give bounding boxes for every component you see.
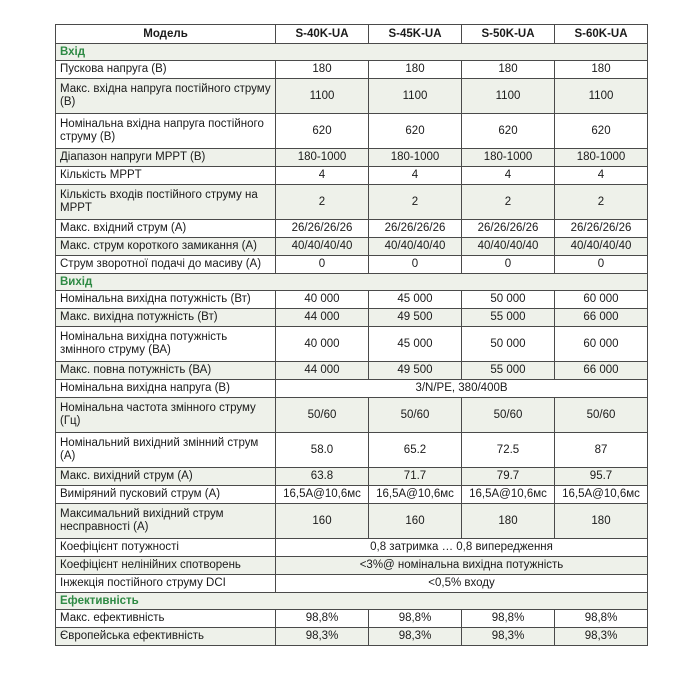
spec-row (56, 433, 648, 468)
spec-value: 40/40/40/40 (276, 238, 369, 256)
section-row (56, 44, 648, 61)
spec-label: Номінальний вихідний змінний струм (А) (56, 433, 276, 468)
spec-value: 160 (276, 504, 369, 539)
model-name: S-60K-UA (555, 25, 648, 44)
spec-label: Макс. струм короткого замикання (А) (56, 238, 276, 256)
spec-value: 66 000 (555, 362, 648, 380)
spec-value: 87 (555, 433, 648, 468)
spec-value: 44 000 (276, 309, 369, 327)
spec-value: 40/40/40/40 (555, 238, 648, 256)
spec-value: 98,3% (555, 628, 648, 646)
spec-value: 72.5 (462, 433, 555, 468)
spec-label: Коефіцієнт потужності (56, 539, 276, 557)
spec-value: 40 000 (276, 327, 369, 362)
spec-row (56, 114, 648, 149)
spec-value: 26/26/26/26 (555, 220, 648, 238)
section-row (56, 274, 648, 291)
spec-value: 1100 (555, 79, 648, 114)
spec-value: 1100 (462, 79, 555, 114)
spec-value: 0 (555, 256, 648, 274)
spec-value: 58.0 (276, 433, 369, 468)
spec-row (56, 291, 648, 309)
spec-value: 95.7 (555, 468, 648, 486)
spec-label: Кількість входів постійного струму на MPPT (56, 185, 276, 220)
spec-value: 16,5A@10,6мс (462, 486, 555, 504)
spec-value: 55 000 (462, 309, 555, 327)
spec-value-merged: <3%@ номінальна вихідна потужність (276, 557, 648, 575)
spec-value: 2 (369, 185, 462, 220)
spec-value: 40 000 (276, 291, 369, 309)
spec-value: 79.7 (462, 468, 555, 486)
spec-value: 45 000 (369, 327, 462, 362)
spec-row (56, 575, 648, 593)
spec-value: 98,8% (462, 610, 555, 628)
spec-row (56, 309, 648, 327)
spec-value: 16,5A@10,6мс (276, 486, 369, 504)
spec-label: Номінальна вихідна напруга (В) (56, 380, 276, 398)
spec-value: 2 (555, 185, 648, 220)
spec-row (56, 79, 648, 114)
spec-value: 180 (369, 61, 462, 79)
spec-row (56, 486, 648, 504)
spec-value: 49 500 (369, 309, 462, 327)
spec-row (56, 185, 648, 220)
spec-value: 620 (276, 114, 369, 149)
spec-row (56, 557, 648, 575)
spec-value: 620 (369, 114, 462, 149)
spec-label: Номінальна вхідна напруга постійного струму (В) (56, 114, 276, 149)
spec-value: 1100 (369, 79, 462, 114)
spec-value: 98,3% (369, 628, 462, 646)
spec-value: 0 (276, 256, 369, 274)
spec-value: 180 (555, 61, 648, 79)
spec-value: 1100 (276, 79, 369, 114)
spec-value: 66 000 (555, 309, 648, 327)
spec-value: 0 (369, 256, 462, 274)
model-name: S-50K-UA (462, 25, 555, 44)
spec-value: 50/60 (369, 398, 462, 433)
spec-value: 180-1000 (276, 149, 369, 167)
spec-value: 26/26/26/26 (276, 220, 369, 238)
spec-value: 26/26/26/26 (462, 220, 555, 238)
spec-label: Діапазон напруги MPPT (В) (56, 149, 276, 167)
spec-label: Макс. вихідний струм (А) (56, 468, 276, 486)
spec-value-merged: 3/N/PE, 380/400В (276, 380, 648, 398)
section-title: Ефективність (56, 593, 648, 610)
spec-table (55, 24, 648, 646)
spec-value: 26/26/26/26 (369, 220, 462, 238)
spec-row (56, 539, 648, 557)
spec-value: 55 000 (462, 362, 555, 380)
spec-row (56, 362, 648, 380)
spec-value: 620 (555, 114, 648, 149)
spec-value: 98,3% (276, 628, 369, 646)
model-name: S-40K-UA (276, 25, 369, 44)
spec-value: 180 (276, 61, 369, 79)
spec-label: Макс. вхідна напруга постійного струму (В) (56, 79, 276, 114)
spec-value: 98,8% (276, 610, 369, 628)
spec-value: 4 (462, 167, 555, 185)
spec-value: 180 (462, 504, 555, 539)
spec-value: 44 000 (276, 362, 369, 380)
spec-value: 50 000 (462, 327, 555, 362)
spec-label: Максимальний вихідний струм несправності (А) (56, 504, 276, 539)
spec-value-merged: <0,5% входу (276, 575, 648, 593)
spec-value: 180-1000 (369, 149, 462, 167)
spec-value: 180-1000 (555, 149, 648, 167)
spec-value: 50/60 (555, 398, 648, 433)
spec-value: 16,5A@10,6мс (369, 486, 462, 504)
spec-value: 98,8% (369, 610, 462, 628)
spec-label: Макс. повна потужність (ВА) (56, 362, 276, 380)
header-row (56, 25, 648, 44)
spec-value: 98,3% (462, 628, 555, 646)
spec-value: 98,8% (555, 610, 648, 628)
spec-value: 2 (462, 185, 555, 220)
spec-value: 50 000 (462, 291, 555, 309)
spec-value: 71.7 (369, 468, 462, 486)
section-title: Вхід (56, 44, 648, 61)
spec-row (56, 238, 648, 256)
spec-row (56, 398, 648, 433)
spec-label: Виміряний пусковий струм (А) (56, 486, 276, 504)
spec-value: 620 (462, 114, 555, 149)
spec-value-merged: 0,8 затримка … 0,8 випередження (276, 539, 648, 557)
spec-label: Номінальна вихідна потужність (Вт) (56, 291, 276, 309)
spec-label: Номінальна частота змінного струму (Гц) (56, 398, 276, 433)
model-name: S-45K-UA (369, 25, 462, 44)
model-header: Модель (56, 25, 276, 44)
spec-label: Пускова напруга (В) (56, 61, 276, 79)
spec-label: Макс. ефективність (56, 610, 276, 628)
spec-value: 50/60 (276, 398, 369, 433)
section-title: Вихід (56, 274, 648, 291)
spec-row (56, 256, 648, 274)
spec-row (56, 149, 648, 167)
spec-row (56, 610, 648, 628)
spec-label: Макс. вхідний струм (А) (56, 220, 276, 238)
spec-value: 4 (369, 167, 462, 185)
spec-label: Європейська ефективність (56, 628, 276, 646)
spec-row (56, 504, 648, 539)
spec-value: 4 (276, 167, 369, 185)
section-row (56, 593, 648, 610)
spec-value: 180-1000 (462, 149, 555, 167)
spec-value: 180 (462, 61, 555, 79)
spec-row (56, 327, 648, 362)
spec-label: Інжекція постійного струму DCI (56, 575, 276, 593)
spec-value: 50/60 (462, 398, 555, 433)
spec-row (56, 61, 648, 79)
spec-value: 4 (555, 167, 648, 185)
spec-label: Кількість MPPT (56, 167, 276, 185)
spec-value: 45 000 (369, 291, 462, 309)
spec-label: Коефіцієнт нелінійних спотворень (56, 557, 276, 575)
spec-body (56, 44, 648, 646)
spec-row (56, 468, 648, 486)
spec-value: 49 500 (369, 362, 462, 380)
spec-value: 60 000 (555, 291, 648, 309)
spec-row (56, 220, 648, 238)
spec-row (56, 628, 648, 646)
spec-value: 40/40/40/40 (369, 238, 462, 256)
spec-value: 16,5A@10,6мс (555, 486, 648, 504)
spec-value: 40/40/40/40 (462, 238, 555, 256)
spec-label: Струм зворотної подачі до масиву (А) (56, 256, 276, 274)
spec-value: 180 (555, 504, 648, 539)
spec-value: 65.2 (369, 433, 462, 468)
spec-label: Номінальна вихідна потужність змінного струму (ВА) (56, 327, 276, 362)
spec-value: 60 000 (555, 327, 648, 362)
spec-row (56, 380, 648, 398)
spec-label: Макс. вихідна потужність (Вт) (56, 309, 276, 327)
spec-value: 2 (276, 185, 369, 220)
spec-value: 160 (369, 504, 462, 539)
spec-value: 0 (462, 256, 555, 274)
spec-value: 63.8 (276, 468, 369, 486)
spec-row (56, 167, 648, 185)
